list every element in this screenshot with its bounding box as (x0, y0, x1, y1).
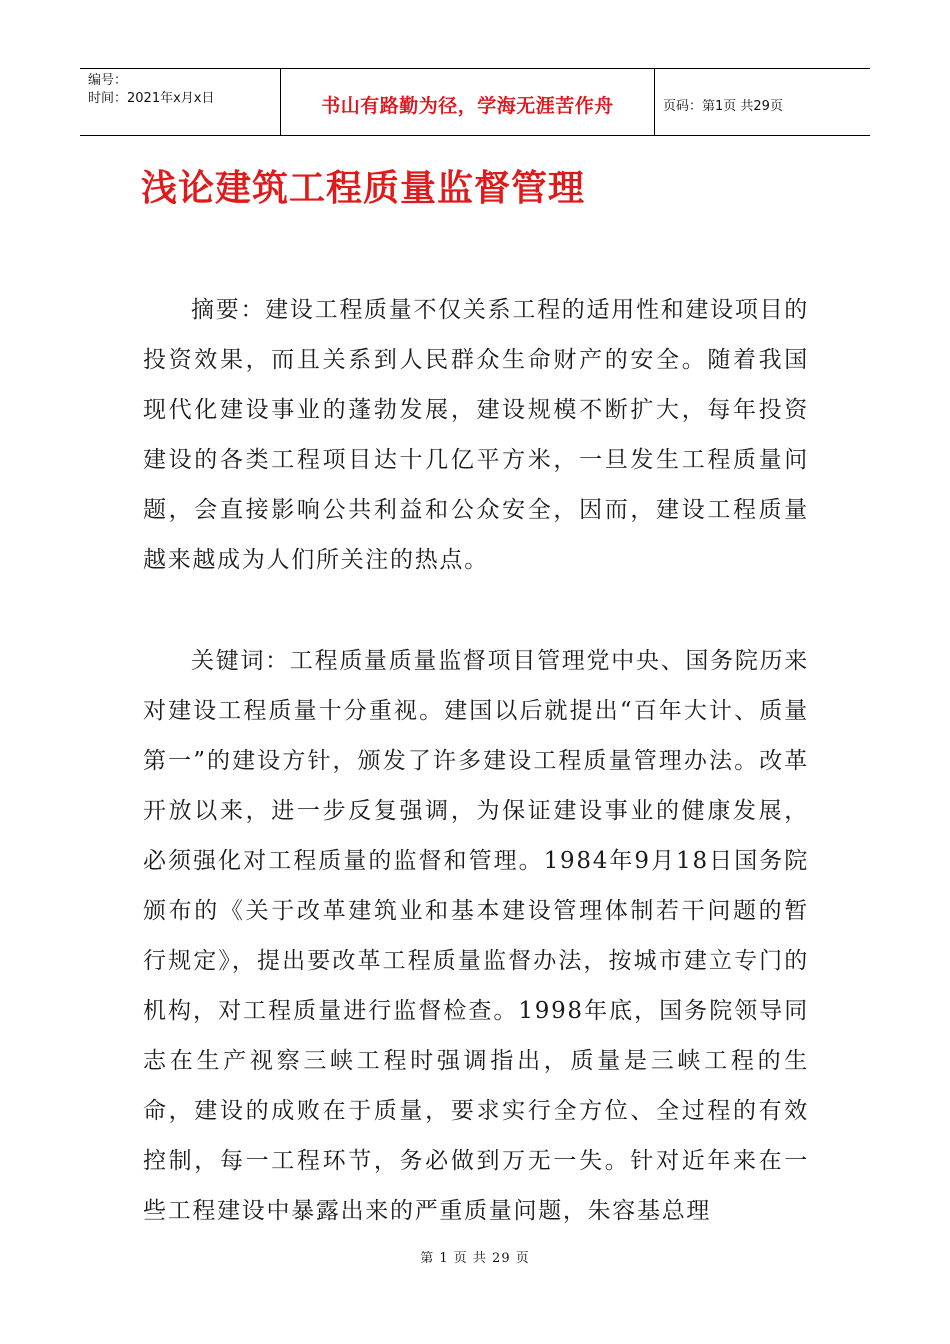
keywords-paragraph: 关键词：工程质量质量监督项目管理党中央、国务院历来对建设工程质量十分重视。建国以后就提出“百年大计、质量第一”的建设方针，颁发了许多建设工程质量管理办法。改革开放以来，进一步反复强调，为保证建设事业的健康发展，必须强化对工程质量的监督和管理。1984年9月18日国务院颁布的《关于改革建筑业和基本建设管理体制若干问题的暂行规定》，提出要改革工程质量监督办法，按城市建立专门的机构，对工程质量进行监督检查。1998年底，国务院领导同志在生产视察三峡工程时强调指出，质量是三峡工程的生命，建设的成败在于质量，要求实行全方位、全过程的有效控制，每一工程环节，务必做到万无一失。针对近年来在一些工程建设中暴露出来的严重质量问题，朱容基总理 (143, 648, 809, 1224)
header-page-code: 页码：第1页 共29页 (663, 98, 783, 114)
header-motto: 书山有路勤为径，学海无涯苦作舟 (281, 69, 655, 135)
page-header (80, 68, 870, 136)
page-footer: 第 1 页 共 29 页 (420, 1251, 530, 1266)
document-time-label: 时间：2021年x月x日 (88, 91, 215, 106)
abstract-paragraph: 摘要：建设工程质量不仅关系工程的适用性和建设项目的投资效果，而且关系到人民群众生命财产的安全。随着我国现代化建设事业的蓬勃发展，建设规模不断扩大，每年投资建设的各类工程项目达十几亿平方米，一旦发生工程质量问题，会直接影响公共利益和公众安全，因而，建设工程质量越来越成为人们所关注的热点。 (143, 297, 809, 573)
document-title: 浅论建筑工程质量监督管理 (141, 168, 586, 209)
header-meta-cell (80, 69, 281, 135)
document-number-label: 编号： (88, 73, 128, 88)
